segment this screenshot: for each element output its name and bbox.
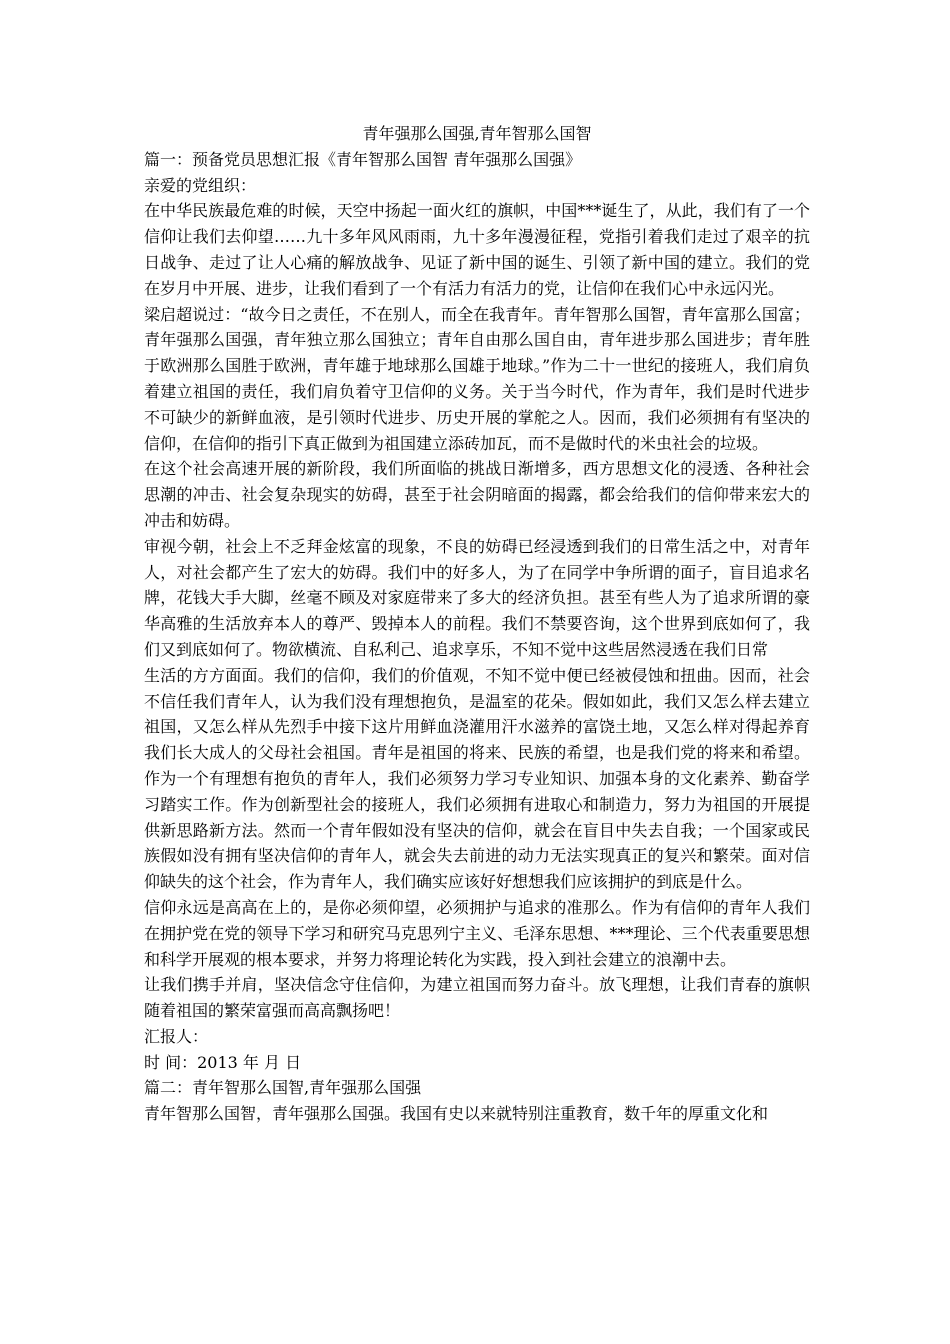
- body-paragraph: 生活的方方面面。我们的信仰，我们的价值观，不知不觉中便已经被侵蚀和扭曲。因而，社会不信任我们青年人，认为我们没有理想抱负，是温室的花朵。假如如此，我们又怎么样去建立祖国，又怎么样从先烈手中接下这片用鲜血浇灌用汗水滋养的富饶土地，又怎么样对得起养育我们长大成人的父母社会祖国。青年是祖国的将来、民族的希望，也是我们党的将来和希望。作为一个有理想有抱负的青年人，我们必须努力学习专业知识、加强本身的文化素养、勤奋学习踏实工作。作为创新型社会的接班人，我们必须拥有进取心和制造力，努力为祖国的开展提供新思路新方法。然而一个青年假如没有坚决的信仰，就会在盲目中失去自我；一个国家或民族假如没有拥有坚决信仰的青年人，就会失去前进的动力无法实现真正的复兴和繁荣。面对信仰缺失的这个社会，作为青年人，我们确实应该好好想想我们应该拥护的到底是什么。: [144, 665, 810, 892]
- document-title: 青年强那么国强,青年智那么国智: [362, 124, 592, 143]
- body-paragraph: 让我们携手并肩，坚决信念守住信仰，为建立祖国而努力奋斗。放飞理想，让我们青春的旗帜随着祖国的繁荣富强而高高飘扬吧！: [144, 975, 810, 1021]
- salutation: 亲爱的党组织：: [144, 175, 257, 195]
- section-heading: 篇二：青年智那么国智,青年强那么国强: [144, 1078, 422, 1098]
- body-paragraph: 在中华民族最危难的时候，天空中扬起一面火红的旗帜，中国***诞生了，从此，我们有了一个信仰让我们去仰望……九十多年风风雨雨，九十多年漫漫征程，党指引着我们走过了艰辛的抗日战争、走过了让人心痛的解放战争、见证了新中国的诞生、引领了新中国的建立。我们的党在岁月中开展、进步，让我们看到了一个有活力有活力的党，让信仰在我们心中永远闪光。: [144, 201, 810, 298]
- body-paragraph: 梁启超说过：“故今日之责任，不在别人，而全在我青年。青年智那么国智，青年富那么国富；青年强那么国强，青年独立那么国独立；青年自由那么国自由，青年进步那么国进步；青年胜于欧洲那么国胜于欧洲，青年雄于地球那么国雄于地球。”作为二十一世纪的接班人，我们肩负着建立祖国的责任，我们肩负着守卫信仰的义务。关于当今时代，作为青年，我们是时代进步不可缺少的新鲜血液，是引领时代进步、历史开展的掌舵之人。因而，我们必须拥有有坚决的信仰，在信仰的指引下真正做到为祖国建立添砖加瓦，而不是做时代的米虫社会的垃圾。: [144, 304, 810, 453]
- document-body: [144, 121, 810, 1127]
- reporter-line: 汇报人：: [144, 1026, 209, 1046]
- body-paragraph: 青年智那么国智，青年强那么国强。我国有史以来就特别注重教育，数千年的厚重文化和: [144, 1104, 769, 1124]
- body-paragraph: 在这个社会高速开展的新阶段，我们所面临的挑战日渐增多，西方思想文化的浸透、各种社会思潮的冲击、社会复杂现实的妨碍，甚至于社会阴暗面的揭露，都会给我们的信仰带来宏大的冲击和妨碍。: [144, 459, 810, 530]
- body-paragraph: 审视今朝，社会上不乏拜金炫富的现象，不良的妨碍已经浸透到我们的日常生活之中，对青年人，对社会都产生了宏大的妨碍。我们中的好多人，为了在同学中争所谓的面子，盲目追求名牌，花钱大手大脚，丝毫不顾及对家庭带来了多大的经济负担。甚至有些人为了追求所谓的豪华高雅的生活放弃本人的尊严、毁掉本人的前程。我们不禁要咨询，这个世界到底如何了，我们又到底如何了。物欲横流、自私利己、追求享乐，不知不觉中这些居然浸透在我们日常: [144, 536, 810, 659]
- date-line: 时 间：2013 年 月 日: [144, 1052, 302, 1072]
- subtitle-line: 篇一：预备党员思想汇报《青年智那么国智 青年强那么国强》: [144, 149, 582, 169]
- body-paragraph: 信仰永远是高高在上的，是你必须仰望，必须拥护与追求的准那么。作为有信仰的青年人我们在拥护党在党的领导下学习和研究马克思列宁主义、毛泽东思想、***理论、三个代表重要思想和科学开展观的根本要求，并努力将理论转化为实践，投入到社会建立的浪潮中去。: [144, 897, 810, 969]
